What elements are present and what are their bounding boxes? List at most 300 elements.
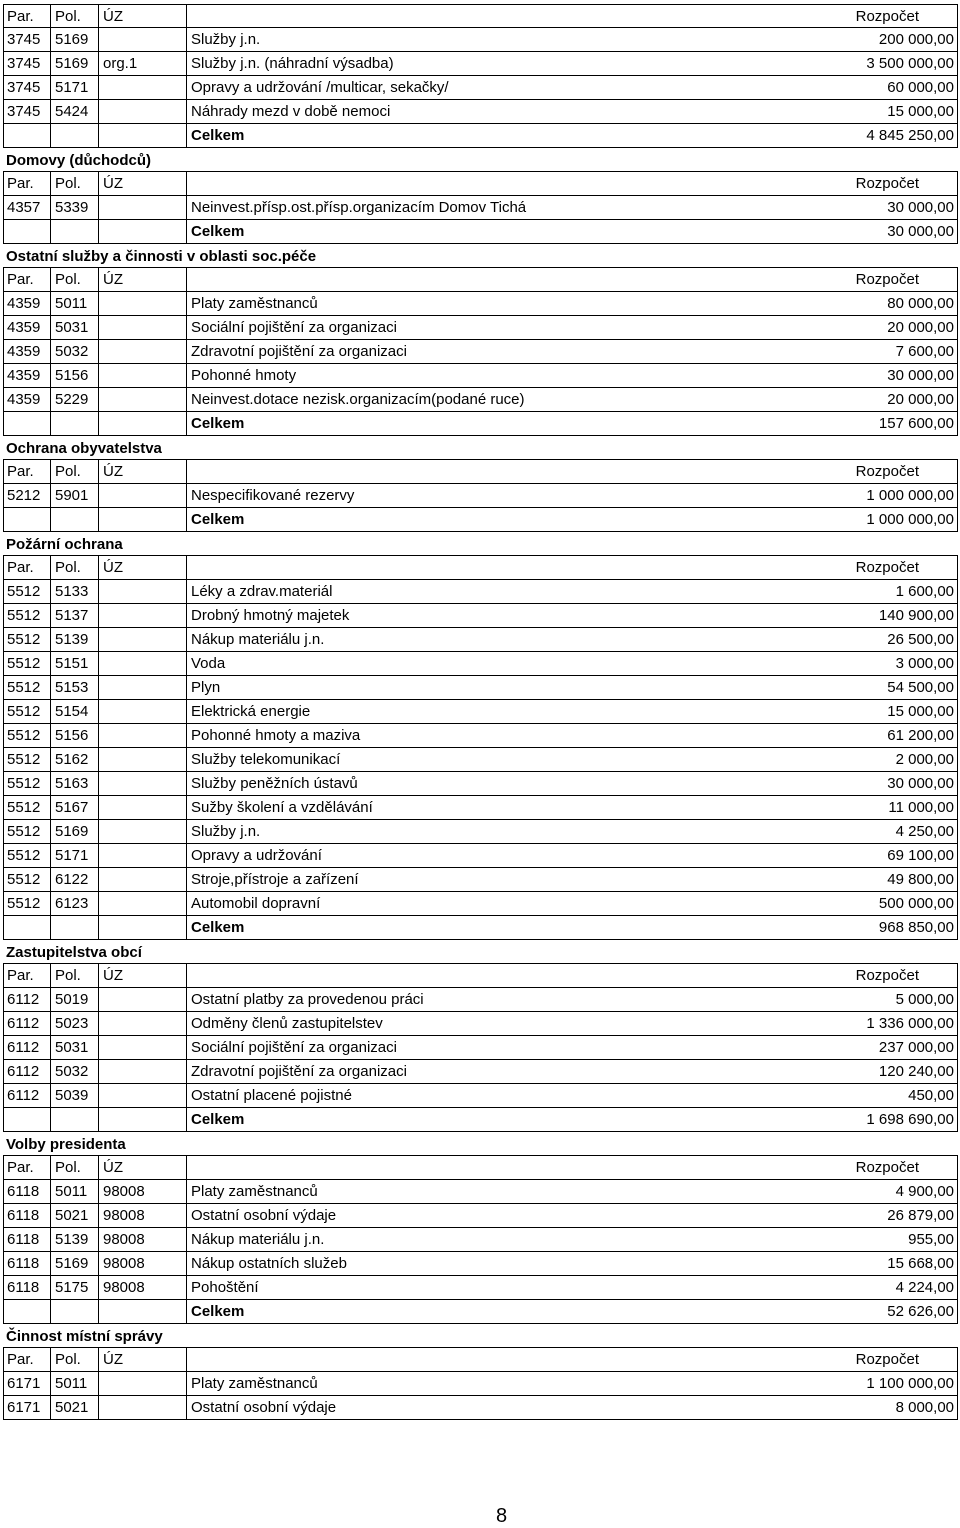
pol-cell [51, 412, 99, 435]
par-cell: 6171 [4, 1396, 51, 1419]
table-row [3, 1204, 958, 1228]
total-amount: 1 000 000,00 [866, 511, 954, 528]
header-par: Par. [4, 1156, 51, 1179]
pol-cell: 5139 [51, 628, 99, 651]
amount-cell: 15 000,00 [887, 103, 954, 120]
amount-cell: 61 200,00 [887, 727, 954, 744]
total-label: Celkem [191, 127, 245, 144]
pol-cell: 5011 [51, 292, 99, 315]
uz-cell [99, 748, 187, 771]
table-row [3, 100, 958, 124]
pol-cell: 5011 [51, 1180, 99, 1203]
table-row [3, 316, 958, 340]
table-row [3, 1180, 958, 1204]
description-cell: Ostatní osobní výdaje [191, 1207, 337, 1224]
header-row [3, 4, 958, 28]
header-pol: Pol. [51, 460, 99, 483]
header-par: Par. [4, 964, 51, 987]
total-label: Celkem [191, 415, 245, 432]
amount-cell: 30 000,00 [887, 199, 954, 216]
header-blank [187, 172, 957, 195]
table-row [3, 1396, 958, 1420]
header-uz: ÚZ [99, 172, 187, 195]
total-amount: 1 698 690,00 [866, 1111, 954, 1128]
header-blank [187, 1348, 957, 1371]
header-row [3, 172, 958, 196]
pol-cell: 5169 [51, 52, 99, 75]
par-cell: 4359 [4, 340, 51, 363]
par-cell: 5512 [4, 604, 51, 627]
uz-cell [99, 1012, 187, 1035]
amount-cell: 450,00 [908, 1087, 954, 1104]
pol-cell: 5156 [51, 364, 99, 387]
pol-cell: 5169 [51, 1252, 99, 1275]
table-row [3, 628, 958, 652]
header-pol: Pol. [51, 268, 99, 291]
uz-cell: 98008 [99, 1252, 187, 1275]
amount-cell: 200 000,00 [878, 31, 954, 48]
uz-cell [99, 700, 187, 723]
description-cell: Odměny členů zastupitelstev [191, 1015, 383, 1032]
pol-cell [51, 508, 99, 531]
section-title [3, 532, 958, 556]
amount-cell: 955,00 [908, 1231, 954, 1248]
table-row [3, 580, 958, 604]
par-cell: 3745 [4, 76, 51, 99]
total-row [3, 508, 958, 532]
table-row [3, 844, 958, 868]
pol-cell: 5011 [51, 1372, 99, 1395]
par-cell: 5512 [4, 628, 51, 651]
header-rozpocet: Rozpočet [855, 967, 919, 984]
par-cell: 5512 [4, 724, 51, 747]
amount-cell: 2 000,00 [895, 751, 954, 768]
section-title-text: Požární ochrana [6, 536, 123, 553]
par-cell: 4357 [4, 196, 51, 219]
pol-cell: 5139 [51, 1228, 99, 1251]
header-par: Par. [4, 172, 51, 195]
uz-cell [99, 76, 187, 99]
header-row [3, 268, 958, 292]
description-cell: Zdravotní pojištění za organizaci [191, 1063, 407, 1080]
table-row [3, 340, 958, 364]
description-cell: Neinvest.přísp.ost.přísp.organizacím Domov Tichá [191, 199, 527, 216]
amount-cell: 30 000,00 [887, 775, 954, 792]
description-cell: Nákup materiálu j.n. [191, 631, 325, 648]
section-title [3, 436, 958, 460]
header-uz: ÚZ [99, 5, 187, 27]
pol-cell: 5032 [51, 1060, 99, 1083]
description-cell: Platy zaměstnanců [191, 1375, 318, 1392]
section-title-text: Ochrana obyvatelstva [6, 440, 162, 457]
amount-cell: 140 900,00 [878, 607, 954, 624]
description-cell: Služby peněžních ústavů [191, 775, 358, 792]
par-cell: 3745 [4, 52, 51, 75]
pol-cell: 5339 [51, 196, 99, 219]
total-row [3, 1300, 958, 1324]
uz-cell [99, 868, 187, 891]
par-cell [4, 412, 51, 435]
section-title [3, 148, 958, 172]
total-label: Celkem [191, 919, 245, 936]
header-par: Par. [4, 5, 51, 27]
pol-cell [51, 124, 99, 147]
uz-cell [99, 388, 187, 411]
uz-cell [99, 820, 187, 843]
amount-cell: 5 000,00 [895, 991, 954, 1008]
uz-cell [99, 100, 187, 123]
amount-cell: 3 000,00 [895, 655, 954, 672]
description-cell: Nákup ostatních služeb [191, 1255, 347, 1272]
par-cell: 6118 [4, 1228, 51, 1251]
par-cell: 3745 [4, 28, 51, 51]
par-cell: 4359 [4, 292, 51, 315]
section-title-text: Ostatní služby a činnosti v oblasti soc.péče [6, 248, 317, 265]
table-row [3, 1084, 958, 1108]
pol-cell: 5031 [51, 316, 99, 339]
description-cell: Náhrady mezd v době nemoci [191, 103, 391, 120]
total-amount: 30 000,00 [887, 223, 954, 240]
pol-cell: 5169 [51, 28, 99, 51]
pol-cell: 5133 [51, 580, 99, 603]
section-title [3, 1132, 958, 1156]
header-pol: Pol. [51, 964, 99, 987]
uz-cell [99, 196, 187, 219]
pol-cell: 5032 [51, 340, 99, 363]
budget-table [3, 4, 958, 1420]
header-row [3, 1156, 958, 1180]
amount-cell: 4 250,00 [895, 823, 954, 840]
amount-cell: 15 000,00 [887, 703, 954, 720]
header-uz: ÚZ [99, 556, 187, 579]
table-row [3, 292, 958, 316]
page-number: 8 [495, 1505, 508, 1527]
par-cell [4, 508, 51, 531]
pol-cell [51, 1300, 99, 1323]
par-cell [4, 220, 51, 243]
par-cell: 5212 [4, 484, 51, 507]
total-amount: 157 600,00 [878, 415, 954, 432]
uz-cell [99, 412, 187, 435]
table-row [3, 1372, 958, 1396]
header-blank [187, 964, 957, 987]
section-title-text: Volby presidenta [6, 1136, 126, 1153]
header-rozpocet: Rozpočet [855, 8, 919, 25]
description-cell: Pohoštění [191, 1279, 259, 1296]
header-pol: Pol. [51, 1156, 99, 1179]
pol-cell [51, 1108, 99, 1131]
header-uz: ÚZ [99, 1348, 187, 1371]
description-cell: Automobil dopravní [191, 895, 321, 912]
amount-cell: 20 000,00 [887, 319, 954, 336]
description-cell: Sužby školení a vzdělávání [191, 799, 373, 816]
par-cell [4, 1108, 51, 1131]
description-cell: Služby j.n. (náhradní výsadba) [191, 55, 394, 72]
pol-cell: 5156 [51, 724, 99, 747]
pol-cell: 5424 [51, 100, 99, 123]
header-uz: ÚZ [99, 460, 187, 483]
total-label: Celkem [191, 223, 245, 240]
par-cell [4, 916, 51, 939]
par-cell: 4359 [4, 364, 51, 387]
description-cell: Pohonné hmoty a maziva [191, 727, 361, 744]
table-row [3, 604, 958, 628]
uz-cell: org.1 [99, 52, 187, 75]
par-cell: 5512 [4, 868, 51, 891]
uz-cell [99, 1372, 187, 1395]
header-par: Par. [4, 268, 51, 291]
uz-cell [99, 604, 187, 627]
description-cell: Sociální pojištění za organizaci [191, 319, 397, 336]
pol-cell: 5901 [51, 484, 99, 507]
uz-cell [99, 988, 187, 1011]
table-row [3, 196, 958, 220]
uz-cell [99, 1060, 187, 1083]
section-title [3, 244, 958, 268]
description-cell: Drobný hmotný majetek [191, 607, 350, 624]
amount-cell: 20 000,00 [887, 391, 954, 408]
par-cell: 6112 [4, 988, 51, 1011]
description-cell: Elektrická energie [191, 703, 311, 720]
par-cell: 5512 [4, 748, 51, 771]
par-cell: 3745 [4, 100, 51, 123]
uz-cell [99, 1396, 187, 1419]
table-row [3, 76, 958, 100]
table-row [3, 820, 958, 844]
header-row [3, 964, 958, 988]
pol-cell: 5162 [51, 748, 99, 771]
par-cell: 5512 [4, 700, 51, 723]
amount-cell: 1 000 000,00 [866, 487, 954, 504]
par-cell: 6118 [4, 1180, 51, 1203]
description-cell: Zdravotní pojištění za organizaci [191, 343, 407, 360]
par-cell: 5512 [4, 892, 51, 915]
amount-cell: 26 500,00 [887, 631, 954, 648]
header-pol: Pol. [51, 172, 99, 195]
amount-cell: 237 000,00 [878, 1039, 954, 1056]
table-row [3, 1252, 958, 1276]
uz-cell [99, 1084, 187, 1107]
section-title-text: Zastupitelstva obcí [6, 944, 142, 961]
table-row [3, 892, 958, 916]
description-cell: Nákup materiálu j.n. [191, 1231, 325, 1248]
pol-cell: 5031 [51, 1036, 99, 1059]
uz-cell [99, 508, 187, 531]
table-row [3, 772, 958, 796]
amount-cell: 4 900,00 [895, 1183, 954, 1200]
total-row [3, 124, 958, 148]
table-row [3, 652, 958, 676]
pol-cell: 5153 [51, 676, 99, 699]
amount-cell: 1 336 000,00 [866, 1015, 954, 1032]
par-cell: 5512 [4, 676, 51, 699]
uz-cell [99, 796, 187, 819]
table-row [3, 52, 958, 76]
pol-cell: 5151 [51, 652, 99, 675]
uz-cell: 98008 [99, 1204, 187, 1227]
table-row [3, 748, 958, 772]
par-cell: 6112 [4, 1060, 51, 1083]
amount-cell: 1 100 000,00 [866, 1375, 954, 1392]
uz-cell [99, 772, 187, 795]
pol-cell: 5019 [51, 988, 99, 1011]
par-cell: 6118 [4, 1252, 51, 1275]
total-row [3, 1108, 958, 1132]
header-blank [187, 556, 957, 579]
total-label: Celkem [191, 1111, 245, 1128]
uz-cell [99, 1036, 187, 1059]
description-cell: Opravy a udržování /multicar, sekačky/ [191, 79, 449, 96]
header-par: Par. [4, 556, 51, 579]
uz-cell [99, 316, 187, 339]
header-rozpocet: Rozpočet [855, 175, 919, 192]
par-cell: 6112 [4, 1012, 51, 1035]
amount-cell: 80 000,00 [887, 295, 954, 312]
uz-cell [99, 916, 187, 939]
pol-cell: 5039 [51, 1084, 99, 1107]
par-cell: 5512 [4, 652, 51, 675]
header-rozpocet: Rozpočet [855, 559, 919, 576]
table-row [3, 676, 958, 700]
description-cell: Služby telekomunikací [191, 751, 341, 768]
description-cell: Nespecifikované rezervy [191, 487, 355, 504]
par-cell: 6112 [4, 1036, 51, 1059]
description-cell: Sociální pojištění za organizaci [191, 1039, 397, 1056]
uz-cell [99, 220, 187, 243]
amount-cell: 11 000,00 [888, 799, 954, 816]
pol-cell: 5167 [51, 796, 99, 819]
pol-cell: 6123 [51, 892, 99, 915]
amount-cell: 3 500 000,00 [866, 55, 954, 72]
uz-cell [99, 844, 187, 867]
pol-cell: 6122 [51, 868, 99, 891]
table-row [3, 724, 958, 748]
uz-cell [99, 292, 187, 315]
total-row [3, 916, 958, 940]
section-title [3, 940, 958, 964]
total-label: Celkem [191, 1303, 245, 1320]
header-pol: Pol. [51, 5, 99, 27]
header-uz: ÚZ [99, 964, 187, 987]
uz-cell: 98008 [99, 1276, 187, 1299]
description-cell: Pohonné hmoty [191, 367, 297, 384]
uz-cell [99, 340, 187, 363]
header-pol: Pol. [51, 556, 99, 579]
header-blank [187, 268, 957, 291]
uz-cell: 98008 [99, 1228, 187, 1251]
description-cell: Léky a zdrav.materiál [191, 583, 333, 600]
par-cell: 4359 [4, 388, 51, 411]
pol-cell: 5023 [51, 1012, 99, 1035]
uz-cell [99, 484, 187, 507]
amount-cell: 26 879,00 [887, 1207, 954, 1224]
amount-cell: 500 000,00 [878, 895, 954, 912]
par-cell: 5512 [4, 820, 51, 843]
header-blank [187, 5, 957, 27]
uz-cell [99, 724, 187, 747]
uz-cell [99, 628, 187, 651]
header-row [3, 1348, 958, 1372]
header-rozpocet: Rozpočet [855, 1159, 919, 1176]
par-cell [4, 1300, 51, 1323]
amount-cell: 49 800,00 [887, 871, 954, 888]
table-row [3, 364, 958, 388]
header-rozpocet: Rozpočet [855, 271, 919, 288]
uz-cell [99, 124, 187, 147]
amount-cell: 30 000,00 [887, 367, 954, 384]
uz-cell [99, 580, 187, 603]
header-blank [187, 1156, 957, 1179]
description-cell: Ostatní osobní výdaje [191, 1399, 337, 1416]
par-cell: 6112 [4, 1084, 51, 1107]
table-row [3, 1228, 958, 1252]
amount-cell: 69 100,00 [887, 847, 954, 864]
amount-cell: 120 240,00 [878, 1063, 954, 1080]
total-amount: 968 850,00 [878, 919, 954, 936]
uz-cell [99, 652, 187, 675]
description-cell: Voda [191, 655, 226, 672]
pol-cell: 5175 [51, 1276, 99, 1299]
total-amount: 52 626,00 [887, 1303, 954, 1320]
description-cell: Ostatní placené pojistné [191, 1087, 352, 1104]
table-row [3, 796, 958, 820]
header-rozpocet: Rozpočet [855, 1351, 919, 1368]
uz-cell [99, 676, 187, 699]
pol-cell [51, 916, 99, 939]
table-row [3, 484, 958, 508]
total-label: Celkem [191, 511, 245, 528]
header-pol: Pol. [51, 1348, 99, 1371]
amount-cell: 54 500,00 [887, 679, 954, 696]
pol-cell: 5163 [51, 772, 99, 795]
table-row [3, 700, 958, 724]
table-row [3, 1276, 958, 1300]
header-row [3, 556, 958, 580]
table-row [3, 1036, 958, 1060]
pol-cell: 5021 [51, 1396, 99, 1419]
pol-cell: 5137 [51, 604, 99, 627]
pol-cell: 5171 [51, 844, 99, 867]
amount-cell: 60 000,00 [887, 79, 954, 96]
description-cell: Služby j.n. [191, 823, 261, 840]
par-cell: 6118 [4, 1276, 51, 1299]
section-title-text: Činnost místní správy [6, 1328, 163, 1345]
uz-cell [99, 892, 187, 915]
pol-cell: 5154 [51, 700, 99, 723]
table-row [3, 1012, 958, 1036]
description-cell: Platy zaměstnanců [191, 295, 318, 312]
header-par: Par. [4, 1348, 51, 1371]
pol-cell: 5171 [51, 76, 99, 99]
table-row [3, 28, 958, 52]
amount-cell: 15 668,00 [887, 1255, 954, 1272]
pol-cell: 5021 [51, 1204, 99, 1227]
header-uz: ÚZ [99, 268, 187, 291]
pol-cell: 5169 [51, 820, 99, 843]
description-cell: Ostatní platby za provedenou práci [191, 991, 424, 1008]
par-cell: 5512 [4, 796, 51, 819]
header-par: Par. [4, 460, 51, 483]
description-cell: Platy zaměstnanců [191, 1183, 318, 1200]
table-row [3, 868, 958, 892]
table-row [3, 988, 958, 1012]
uz-cell [99, 1300, 187, 1323]
header-uz: ÚZ [99, 1156, 187, 1179]
par-cell: 4359 [4, 316, 51, 339]
amount-cell: 4 224,00 [895, 1279, 954, 1296]
description-cell: Plyn [191, 679, 221, 696]
amount-cell: 7 600,00 [895, 343, 954, 360]
